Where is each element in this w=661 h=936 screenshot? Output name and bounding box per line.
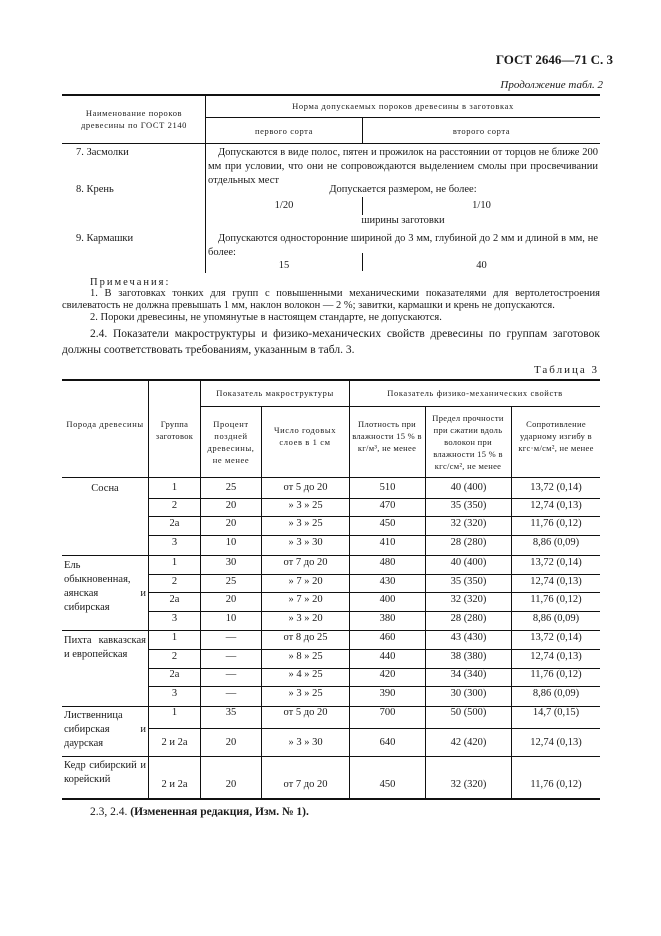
table-rule: [148, 516, 600, 517]
amendment-sections: 2.3, 2.4.: [90, 806, 128, 818]
species-name: Пихта кавказская и европейская: [64, 635, 146, 660]
rings-cell: » 3 » 25: [288, 518, 323, 529]
table-rule: [148, 686, 600, 687]
table-rule: [62, 379, 600, 381]
header-grade-2: второго сорта: [452, 126, 511, 136]
header-group: Группа заготовок: [155, 419, 194, 441]
group-cell: 1: [171, 707, 178, 718]
rings-cell: » 7 » 20: [288, 576, 323, 587]
strength-cell: 32 (320): [450, 518, 487, 529]
table-rule: [62, 94, 600, 96]
density-cell: 460: [379, 632, 396, 643]
rings-cell: от 7 до 20: [283, 779, 328, 790]
latewood-cell: —: [225, 632, 237, 643]
density-cell: 380: [379, 613, 396, 624]
impact-cell: 8,86 (0,09): [532, 613, 580, 624]
species-name: Ель обыкновенная, аянская и сибирская: [64, 560, 146, 613]
strength-cell: 38 (380): [450, 651, 487, 662]
table-rule: [148, 592, 600, 593]
table-rule: [148, 380, 149, 798]
density-cell: 420: [379, 669, 396, 680]
density-cell: 410: [379, 537, 396, 548]
table-rule: [62, 477, 600, 478]
table-rule: [62, 756, 600, 757]
strength-cell: 32 (320): [450, 779, 487, 790]
group-cell: 2а: [169, 594, 180, 605]
density-cell: 450: [379, 518, 396, 529]
defect-name: 7. Засмолки: [76, 147, 129, 158]
rings-cell: » 3 » 30: [288, 537, 323, 548]
header-impact: Сопротивление ударному изгибу в кгс·м/см², не менее: [518, 419, 594, 453]
rings-cell: от 5 до 20: [283, 482, 328, 493]
rings-cell: » 3 » 25: [288, 688, 323, 699]
group-cell: 3: [171, 613, 178, 624]
defect-name: 8. Крень: [76, 184, 114, 195]
defect-norm-text: Допускаются в виде полос, пятен и прожилок на расстоянии от торцов не ближе 200 мм при условии, что они не сопровождаются выделением смолы при просвечивании отдельных мест: [208, 147, 598, 186]
density-cell: 700: [379, 707, 396, 718]
table-rule: [148, 574, 600, 575]
strength-cell: 30 (300): [450, 688, 487, 699]
defect-norm-text: Допускается размером, не более:: [329, 184, 477, 195]
header-rings: Число годовых слоев в 1 см: [273, 425, 337, 447]
impact-cell: 14,7 (0,15): [532, 707, 580, 718]
strength-cell: 32 (320): [450, 594, 487, 605]
strength-cell: 28 (280): [450, 613, 487, 624]
header-macro: Показатель макроструктуры: [216, 388, 334, 398]
impact-cell: 12,74 (0,13): [530, 737, 582, 748]
impact-cell: 12,74 (0,13): [530, 651, 582, 662]
impact-cell: 13,72 (0,14): [530, 482, 582, 493]
header-latewood: Процент поздней древесины, не менее: [207, 419, 255, 465]
page-header: ГОСТ 2646—71 С. 3: [495, 52, 613, 67]
density-cell: 510: [379, 482, 396, 493]
latewood-cell: 35: [225, 707, 237, 718]
density-cell: 480: [379, 557, 396, 568]
latewood-cell: 10: [225, 613, 237, 624]
strength-cell: 50 (500): [450, 707, 487, 718]
table-rule: [148, 728, 600, 729]
strength-cell: 42 (420): [450, 737, 487, 748]
defect-name: 9. Кармашки: [76, 233, 134, 244]
table-rule: [206, 117, 600, 118]
density-cell: 400: [379, 594, 396, 605]
table-rule: [62, 630, 600, 631]
latewood-cell: 25: [225, 576, 237, 587]
group-cell: 1: [171, 557, 178, 568]
strength-cell: 40 (400): [450, 482, 487, 493]
impact-cell: 11,76 (0,12): [530, 518, 582, 529]
strength-cell: 43 (430): [450, 632, 487, 643]
impact-cell: 11,76 (0,12): [530, 594, 582, 605]
latewood-cell: 20: [225, 594, 237, 605]
group-cell: 2 и 2а: [161, 779, 188, 790]
note-item: 1. В заготовках тонких для групп с повышенными механическими показателями для вертолетостроения свилеватость не должна превышать 1 мм, наклон волокон — 2 %; завитки, кармашки и крень не допускаются.: [62, 288, 600, 311]
impact-cell: 11,76 (0,12): [530, 669, 582, 680]
group-cell: 1: [171, 632, 178, 643]
table-rule: [62, 555, 600, 556]
notes-title: Примечания:: [90, 277, 171, 288]
latewood-cell: 20: [225, 779, 237, 790]
latewood-cell: 20: [225, 500, 237, 511]
latewood-cell: 25: [225, 482, 237, 493]
species-name: Кедр сибирский и корейский: [64, 760, 146, 785]
impact-cell: 11,76 (0,12): [530, 779, 582, 790]
rings-cell: » 7 » 20: [288, 594, 323, 605]
latewood-cell: —: [225, 651, 237, 662]
density-cell: 470: [379, 500, 396, 511]
defect-norm-text: ширины заготовки: [361, 215, 445, 226]
impact-cell: 12,74 (0,13): [530, 576, 582, 587]
density-cell: 640: [379, 737, 396, 748]
rings-cell: от 7 до 20: [283, 557, 328, 568]
table-continuation-label: Продолжение табл. 2: [500, 79, 603, 91]
strength-cell: 40 (400): [450, 557, 487, 568]
strength-cell: 34 (340): [450, 669, 487, 680]
group-cell: 3: [171, 537, 178, 548]
group-cell: 2: [171, 576, 178, 587]
density-cell: 390: [379, 688, 396, 699]
table-rule: [200, 406, 600, 407]
density-cell: 450: [379, 779, 396, 790]
impact-cell: 8,86 (0,09): [532, 537, 580, 548]
rings-cell: » 3 » 30: [288, 737, 323, 748]
table-rule: [148, 498, 600, 499]
paragraph-2-4: 2.4. Показатели макроструктуры и физико-механических свойств древесины по группам заготовок должны соответствовать требованиям, указанным в табл. 3.: [62, 328, 600, 356]
grade-1-value: 15: [278, 260, 290, 271]
group-cell: 2 и 2а: [161, 737, 188, 748]
group-cell: 2а: [169, 518, 180, 529]
amendment-bold: (Измененная редакция, Изм. № 1).: [130, 806, 309, 818]
grade-1-value: 1/20: [274, 200, 294, 211]
rings-cell: » 3 » 20: [288, 613, 323, 624]
header-grade-1: первого сорта: [255, 126, 313, 136]
rings-cell: от 8 до 25: [283, 632, 328, 643]
latewood-cell: —: [225, 669, 237, 680]
amendment-note: [90, 806, 309, 818]
rings-cell: » 3 » 25: [288, 500, 323, 511]
group-cell: 2а: [169, 669, 180, 680]
table-rule: [148, 535, 600, 536]
strength-cell: 35 (350): [450, 576, 487, 587]
header-defect-name: Наименование пороков древесины по ГОСТ 2140: [80, 108, 188, 130]
header-density: Плотность при влажности 15 % в кг/м³, не менее: [352, 419, 422, 453]
table-rule: [148, 649, 600, 650]
grade-2-value: 1/10: [472, 200, 491, 211]
latewood-cell: —: [225, 688, 237, 699]
group-cell: 1: [171, 482, 178, 493]
header-species: Порода древесины: [66, 419, 144, 429]
table-rule: [62, 143, 600, 144]
group-cell: 2: [171, 500, 178, 511]
table-rule: [148, 611, 600, 612]
rings-cell: от 5 до 20: [283, 707, 328, 718]
table-rule: [200, 380, 201, 798]
density-cell: 430: [379, 576, 396, 587]
impact-cell: 12,74 (0,13): [530, 500, 582, 511]
species-name: Лиственница сибирская и даурская: [64, 710, 146, 749]
table-3-label: Таблица 3: [533, 364, 599, 376]
strength-cell: 35 (350): [450, 500, 487, 511]
impact-cell: 13,72 (0,14): [530, 557, 582, 568]
table-rule: [62, 798, 600, 800]
group-cell: 3: [171, 688, 178, 699]
strength-cell: 28 (280): [450, 537, 487, 548]
latewood-cell: 30: [225, 557, 237, 568]
header-phys: Показатель физико-механических свойств: [387, 388, 563, 398]
rings-cell: » 4 » 25: [288, 669, 323, 680]
defect-norm-text: Допускаются односторонние шириной до 3 мм, глубиной до 2 мм и длиной в мм, не более:: [208, 233, 598, 258]
rings-cell: » 8 » 25: [288, 651, 323, 662]
species-name: Сосна: [91, 483, 119, 494]
table-rule: [349, 380, 350, 798]
latewood-cell: 10: [225, 537, 237, 548]
density-cell: 440: [379, 651, 396, 662]
note-item: 2. Пороки древесины, не упомянутые в настоящем стандарте, не допускаются.: [90, 312, 442, 323]
header-norm: Норма допускаемых пороков древесины в заготовках: [292, 101, 514, 111]
header-strength: Предел прочности при сжатии вдоль волокон при влажности 15 % в кгс/см², не менее: [432, 413, 504, 471]
impact-cell: 13,72 (0,14): [530, 632, 582, 643]
impact-cell: 8,86 (0,09): [532, 688, 580, 699]
grade-2-value: 40: [476, 260, 487, 271]
latewood-cell: 20: [225, 737, 237, 748]
group-cell: 2: [171, 651, 178, 662]
latewood-cell: 20: [225, 518, 237, 529]
